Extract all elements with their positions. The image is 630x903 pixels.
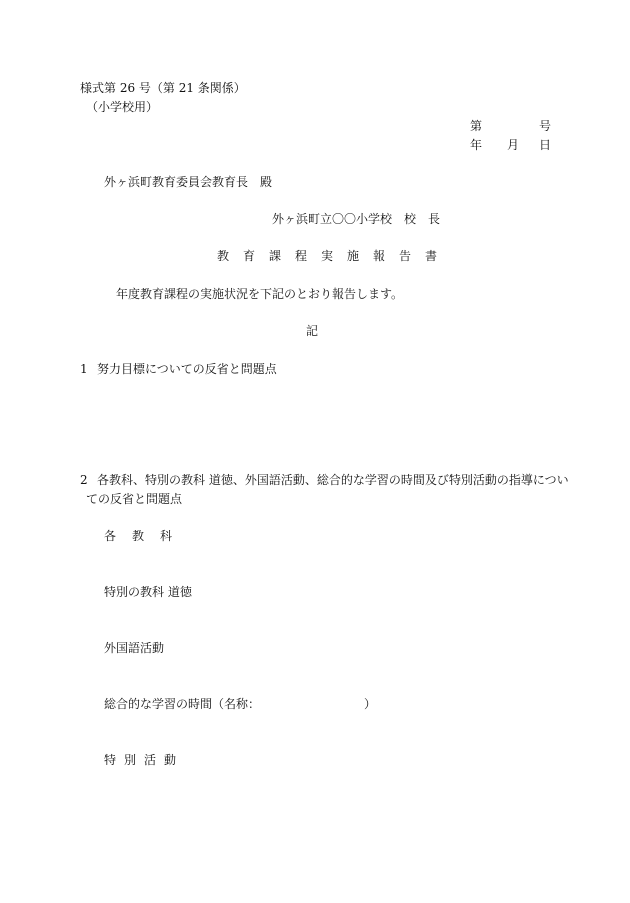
- item-gaikokugo: 外国語活動: [104, 641, 165, 655]
- ki-heading: 記: [306, 324, 319, 338]
- section-2-text-line2: ての反省と問題点: [86, 492, 183, 506]
- item-sougou-close: ）: [364, 697, 377, 711]
- document-number-label-dai: 第: [470, 119, 483, 133]
- sender: 外ヶ浜町立〇〇小学校 校 長: [272, 212, 441, 226]
- section-1-text: 努力目標についての反省と問題点: [97, 362, 277, 376]
- section-2-text-line1: 各教科、特別の教科 道徳、外国語活動、総合的な学習の時間及び特別活動の指導につい: [97, 473, 569, 487]
- form-number: 様式第 26 号（第 21 条関係）: [80, 81, 246, 95]
- item-kakukyoka: 各教科: [104, 529, 189, 543]
- document-title: 教育課程実施報告書: [217, 249, 452, 263]
- addressee: 外ヶ浜町教育委員会教育長 殿: [104, 175, 273, 189]
- item-doutoku: 特別の教科 道徳: [104, 585, 192, 599]
- document-number-label-go: 号: [539, 119, 552, 133]
- item-sougou: 総合的な学習の時間（名称：: [104, 697, 261, 711]
- intro-sentence: 年度教育課程の実施状況を下記のとおり報告します。: [116, 287, 404, 301]
- date-day-label: 日: [539, 138, 552, 152]
- date-year-label: 年: [470, 138, 483, 152]
- section-1-number: 1: [80, 362, 88, 376]
- item-tokubetsu: 特別活動: [104, 753, 185, 767]
- date-month-label: 月: [507, 138, 520, 152]
- school-type: （小学校用）: [86, 100, 159, 114]
- section-2-number: 2: [80, 473, 88, 487]
